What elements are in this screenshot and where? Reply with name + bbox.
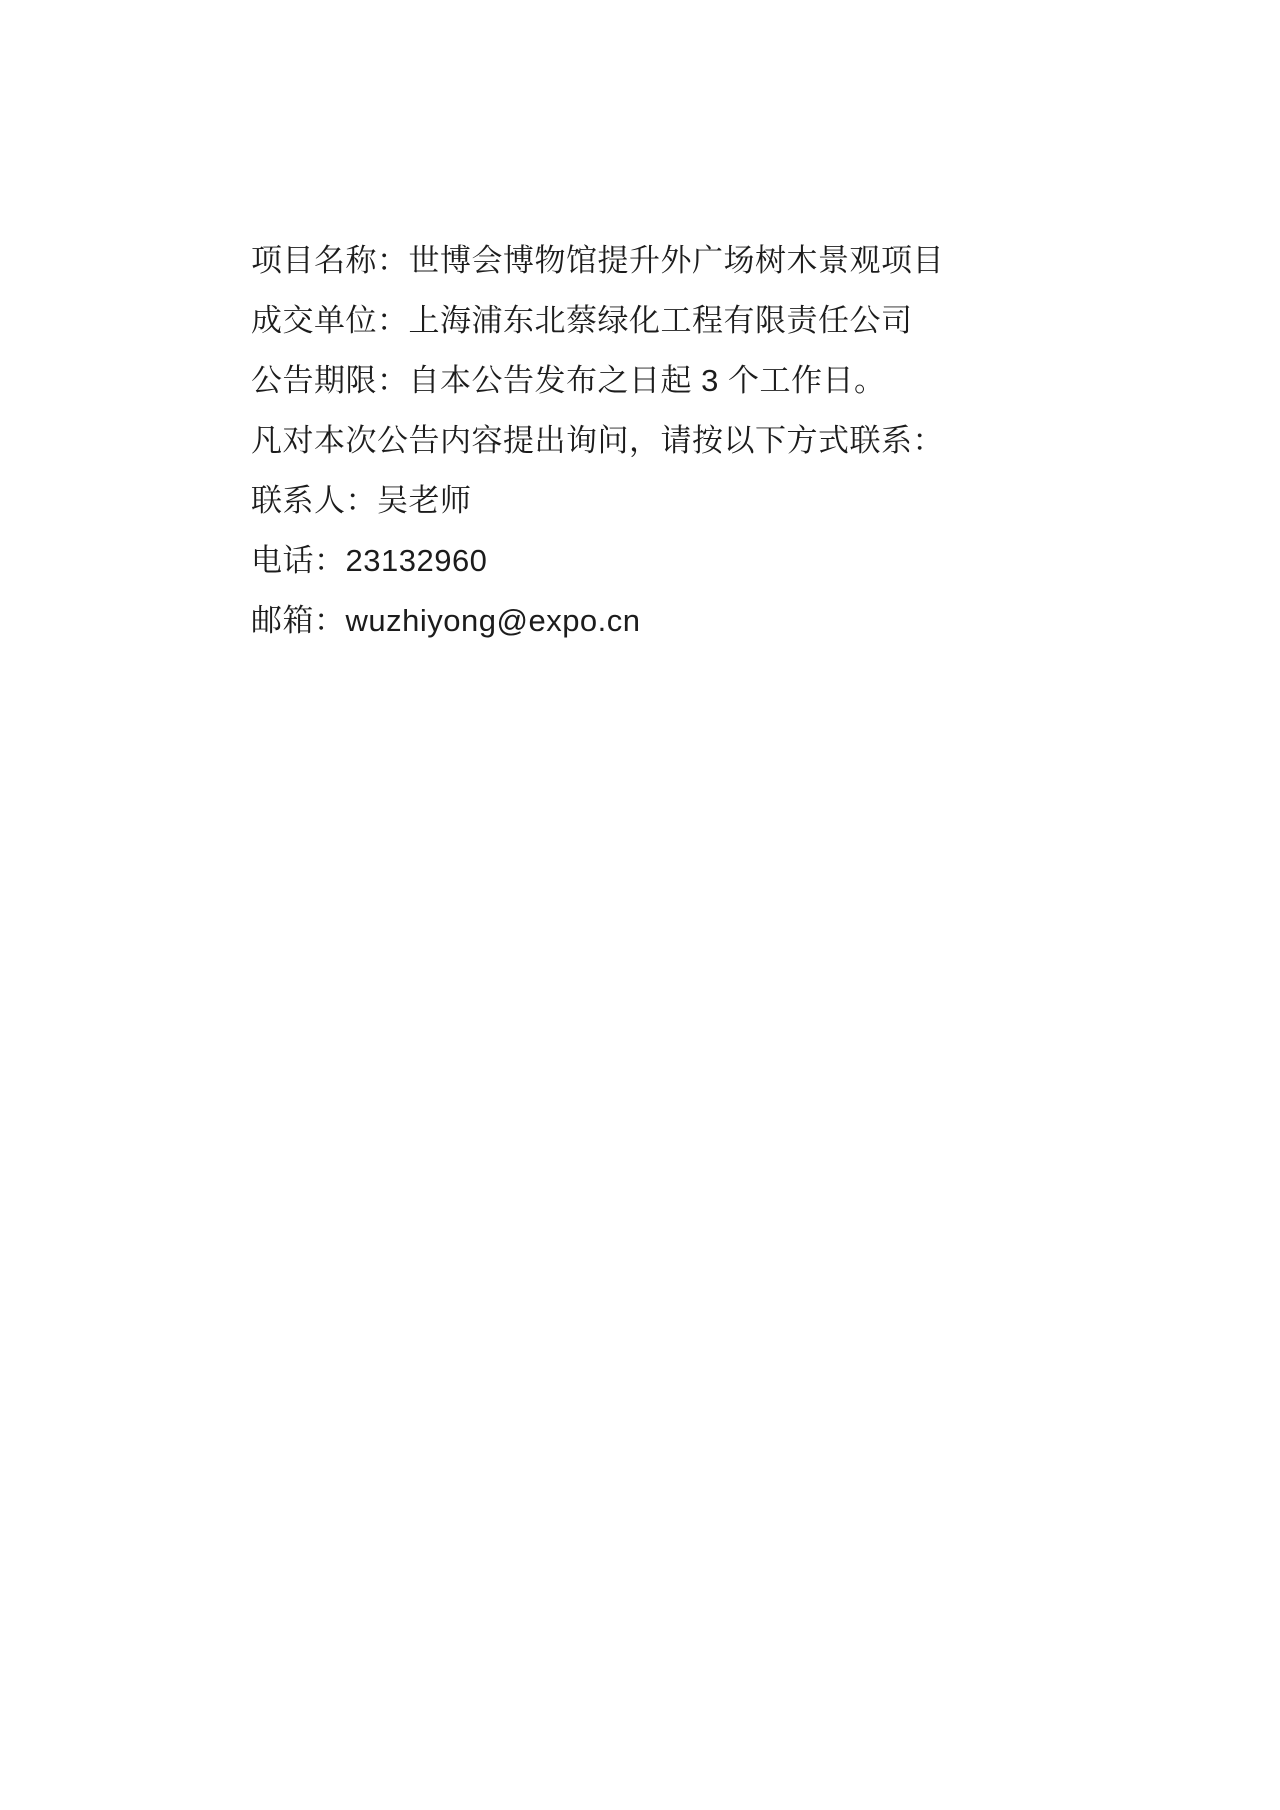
inquiry-instruction-line: 凡对本次公告内容提出询问，请按以下方式联系： xyxy=(251,423,944,458)
email-line: 邮箱：wuzhiyong@expo.cn xyxy=(251,603,641,638)
contact-person-line: 联系人：吴老师 xyxy=(251,483,472,518)
phone-line: 电话：23132960 xyxy=(251,543,488,578)
announcement-text-block xyxy=(251,231,1031,651)
project-name-line: 项目名称：世博会博物馆提升外广场树木景观项目 xyxy=(251,243,944,278)
announcement-period-line: 公告期限：自本公告发布之日起 3 个工作日。 xyxy=(251,363,886,398)
winning-bidder-line: 成交单位：上海浦东北蔡绿化工程有限责任公司 xyxy=(251,303,913,338)
